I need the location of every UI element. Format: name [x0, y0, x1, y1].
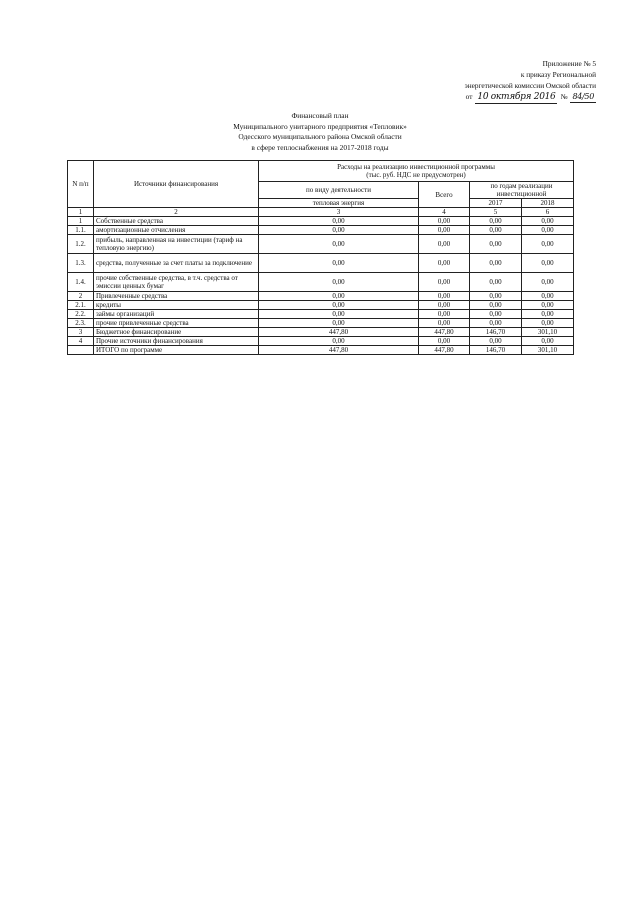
- row-source-name: прочие собственные средства, в т.ч. средства от эмиссии ценных бумаг: [94, 273, 259, 292]
- table-row: [68, 301, 574, 310]
- column-number-3: 3: [259, 208, 419, 217]
- row-value-2017: 0,00: [470, 292, 522, 301]
- row-value-2017: 0,00: [470, 217, 522, 226]
- row-number: 2.3.: [68, 319, 94, 328]
- row-source-name: кредиты: [94, 301, 259, 310]
- title-line-4: в сфере теплоснабжения на 2017-2018 годы: [251, 142, 389, 152]
- row-value-2018: 0,00: [522, 292, 574, 301]
- row-value-heat-energy: 447,80: [259, 328, 419, 337]
- table-row: [68, 337, 574, 346]
- row-number: 1.2.: [68, 235, 94, 254]
- row-value-2018: 0,00: [522, 337, 574, 346]
- row-value-2017: 0,00: [470, 319, 522, 328]
- row-value-total: 0,00: [419, 217, 470, 226]
- row-value-total: 0,00: [419, 235, 470, 254]
- row-source-name: Бюджетное финансирование: [94, 328, 259, 337]
- row-value-2017: 0,00: [470, 254, 522, 273]
- header-col-source: Источники финансирования: [94, 161, 259, 208]
- column-number-6: 6: [522, 208, 574, 217]
- header-year-2017: 2017: [470, 199, 522, 208]
- header-by-years: по годам реализации инвестиционной: [470, 182, 574, 199]
- row-value-2018: 301,10: [522, 346, 574, 355]
- row-source-name: прибыль, направленная на инвестиции (тариф на тепловую энергию): [94, 235, 259, 254]
- row-source-name: Собственные средства: [94, 217, 259, 226]
- row-value-total: 0,00: [419, 226, 470, 235]
- column-number-4: 4: [419, 208, 470, 217]
- column-number-row: [68, 208, 574, 217]
- row-number: 2.1.: [68, 301, 94, 310]
- row-value-heat-energy: 0,00: [259, 235, 419, 254]
- row-value-2017: 0,00: [470, 337, 522, 346]
- row-value-2017: 146,70: [470, 328, 522, 337]
- row-value-2018: 0,00: [522, 217, 574, 226]
- column-number-2: 2: [94, 208, 259, 217]
- header-year-2018: 2018: [522, 199, 574, 208]
- header-expenses: [259, 161, 574, 182]
- header-by-activity: по виду деятельности: [259, 182, 419, 199]
- table-row: [68, 346, 574, 355]
- row-value-2018: 0,00: [522, 235, 574, 254]
- row-value-heat-energy: 0,00: [259, 319, 419, 328]
- row-value-2017: 146,70: [470, 346, 522, 355]
- row-number: 1.1.: [68, 226, 94, 235]
- row-value-2017: 0,00: [470, 273, 522, 292]
- row-source-name: Привлеченные средства: [94, 292, 259, 301]
- header-col-num: N п/п: [68, 161, 94, 208]
- title-line-3: Одесского муниципального района Омской области: [238, 132, 402, 142]
- row-value-heat-energy: 447,80: [259, 346, 419, 355]
- row-value-2018: 0,00: [522, 319, 574, 328]
- header-expenses-note: (тыс. руб. НДС не предусмотрен): [366, 171, 466, 179]
- row-value-2018: 0,00: [522, 301, 574, 310]
- row-value-total: 0,00: [419, 319, 470, 328]
- row-value-heat-energy: 0,00: [259, 301, 419, 310]
- row-value-heat-energy: 0,00: [259, 254, 419, 273]
- row-number: 2.2.: [68, 310, 94, 319]
- row-source-name: средства, полученные за счет платы за подключение: [94, 254, 259, 273]
- document-title: [0, 111, 640, 153]
- row-value-total: 0,00: [419, 254, 470, 273]
- table-row: [68, 328, 574, 337]
- row-value-total: 447,80: [419, 346, 470, 355]
- financial-plan-table: [67, 160, 574, 355]
- table-row: [68, 235, 574, 254]
- table-row: [68, 226, 574, 235]
- row-number: [68, 346, 94, 355]
- handwritten-number: 84/50: [572, 92, 594, 101]
- table-row: [68, 273, 574, 292]
- row-value-heat-energy: 0,00: [259, 217, 419, 226]
- row-value-total: 0,00: [419, 301, 470, 310]
- row-value-total: 0,00: [419, 337, 470, 346]
- row-number: 1.3.: [68, 254, 94, 273]
- appendix-line-1: Приложение № 5: [542, 59, 596, 68]
- column-number-5: 5: [470, 208, 522, 217]
- row-value-heat-energy: 0,00: [259, 273, 419, 292]
- row-source-name: ИТОГО по программе: [94, 346, 259, 355]
- row-number: 1: [68, 217, 94, 226]
- appendix-line-3: энергетической комиссии Омской области: [464, 81, 596, 90]
- row-value-2018: 0,00: [522, 273, 574, 292]
- header-expenses-title: Расходы на реализацию инвестиционной программы: [337, 163, 495, 171]
- number-prefix: №: [560, 92, 568, 101]
- title-line-2: Муниципального унитарного предприятия «Тепловик»: [233, 121, 407, 131]
- row-value-2017: 0,00: [470, 301, 522, 310]
- appendix-line-2: к приказу Региональной: [520, 70, 596, 79]
- row-source-name: Прочие источники финансирования: [94, 337, 259, 346]
- row-value-2017: 0,00: [470, 226, 522, 235]
- header-row-1: [68, 161, 574, 182]
- row-value-2017: 0,00: [470, 235, 522, 254]
- row-source-name: амортизационные отчисления: [94, 226, 259, 235]
- row-value-heat-energy: 0,00: [259, 226, 419, 235]
- table-row: [68, 310, 574, 319]
- row-value-heat-energy: 0,00: [259, 310, 419, 319]
- row-value-2017: 0,00: [470, 310, 522, 319]
- row-source-name: займы организаций: [94, 310, 259, 319]
- row-number: 3: [68, 328, 94, 337]
- handwritten-date: 10 октября 2016: [477, 92, 556, 102]
- date-prefix: от: [465, 92, 473, 101]
- row-number: 1.4.: [68, 273, 94, 292]
- row-value-total: 0,00: [419, 292, 470, 301]
- row-source-name: прочие привлеченные средства: [94, 319, 259, 328]
- table-row: [68, 217, 574, 226]
- table-row: [68, 254, 574, 273]
- row-value-total: 447,80: [419, 328, 470, 337]
- header-total: Всего: [419, 182, 470, 208]
- row-value-heat-energy: 0,00: [259, 292, 419, 301]
- row-value-heat-energy: 0,00: [259, 337, 419, 346]
- header-heat-energy: тепловая энергия: [259, 199, 419, 208]
- appendix-date-line: [376, 91, 596, 104]
- row-value-2018: 301,10: [522, 328, 574, 337]
- table-row: [68, 292, 574, 301]
- row-value-2018: 0,00: [522, 226, 574, 235]
- table-row: [68, 319, 574, 328]
- row-value-total: 0,00: [419, 310, 470, 319]
- row-value-2018: 0,00: [522, 254, 574, 273]
- column-number-1: 1: [68, 208, 94, 217]
- row-value-total: 0,00: [419, 273, 470, 292]
- row-number: 2: [68, 292, 94, 301]
- appendix-block: [376, 58, 596, 104]
- row-number: 4: [68, 337, 94, 346]
- title-line-1: Финансовый план: [291, 111, 349, 120]
- row-value-2018: 0,00: [522, 310, 574, 319]
